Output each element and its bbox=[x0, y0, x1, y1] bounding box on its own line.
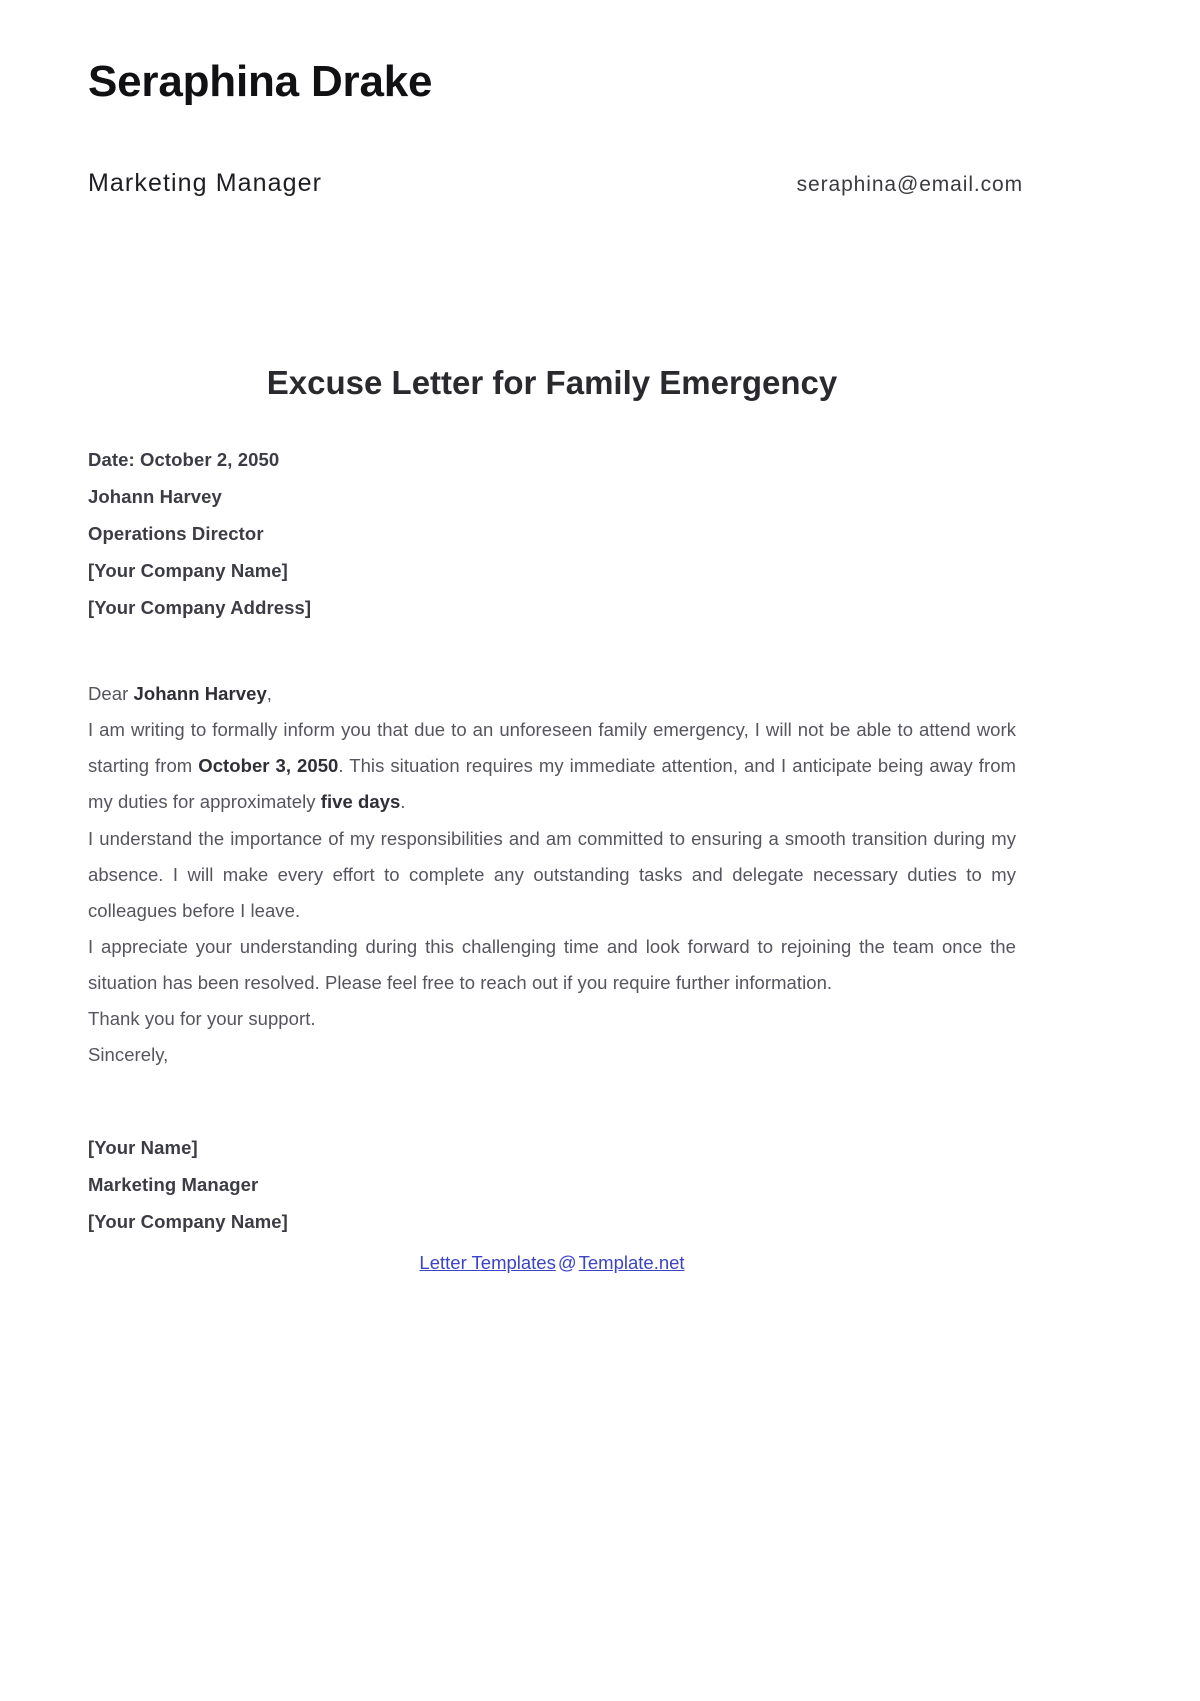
person-role: Marketing Manager bbox=[88, 169, 323, 198]
address-line-date: Date: October 2, 2050 bbox=[88, 449, 280, 471]
paragraph-1-bold-date: October 3, 2050 bbox=[198, 755, 339, 777]
paragraph-1-bold-duration: five days bbox=[320, 791, 401, 813]
letter-body bbox=[88, 362, 1016, 1278]
letterhead bbox=[88, 58, 1023, 198]
footer-attribution bbox=[88, 1248, 1016, 1278]
letterhead-subrow bbox=[88, 168, 1023, 198]
person-name: Seraphina Drake bbox=[88, 57, 433, 106]
salutation-recipient-name: Johann Harvey bbox=[133, 683, 267, 705]
salutation-suffix: , bbox=[266, 683, 272, 705]
closing-thanks: Thank you for your support. bbox=[88, 1007, 316, 1029]
letter-templates-link[interactable]: Letter Templates bbox=[419, 1251, 556, 1273]
address-line-recipient-title: Operations Director bbox=[88, 523, 264, 545]
person-email: seraphina@email.com bbox=[796, 173, 1023, 197]
salutation bbox=[88, 676, 1016, 712]
signature-name: [Your Name] bbox=[88, 1136, 198, 1158]
paragraph-1 bbox=[88, 712, 1016, 820]
closing-sincerely: Sincerely, bbox=[88, 1043, 169, 1065]
paragraph-2: I understand the importance of my responsibilities and am committed to ensuring a smooth transition during my absence. I will make every effort to complete any outstanding tasks and delegate necessary duties to my colleagues before I leave. bbox=[88, 827, 1016, 921]
paragraph-3: I appreciate your understanding during this challenging time and look forward to rejoining the team once the situation has been resolved. Please feel free to reach out if you require further information. bbox=[88, 935, 1016, 993]
template-net-link[interactable]: Template.net bbox=[578, 1251, 685, 1273]
address-line-recipient-name: Johann Harvey bbox=[88, 486, 222, 508]
address-line-company-name: [Your Company Name] bbox=[88, 560, 288, 582]
footer-separator: @ bbox=[557, 1251, 577, 1273]
signature-role: Marketing Manager bbox=[88, 1173, 259, 1195]
signature-company: [Your Company Name] bbox=[88, 1210, 288, 1232]
signature-block bbox=[88, 1129, 1016, 1240]
salutation-prefix: Dear bbox=[88, 683, 134, 705]
address-line-company-address: [Your Company Address] bbox=[88, 597, 312, 619]
letter-paragraphs bbox=[88, 676, 1016, 1073]
paragraph-1-part-1: I am writing to formally inform you that due to an unforeseen family emergency, I will not be able to attend work starting from bbox=[88, 719, 1016, 777]
page-title: Excuse Letter for Family Emergency bbox=[266, 364, 838, 401]
paragraph-1-part-2: . This situation requires my immediate attention, and I anticipate being away from my duties for approximately bbox=[88, 755, 1016, 813]
paragraph-1-part-3: . bbox=[400, 791, 406, 813]
address-block bbox=[88, 441, 1016, 626]
